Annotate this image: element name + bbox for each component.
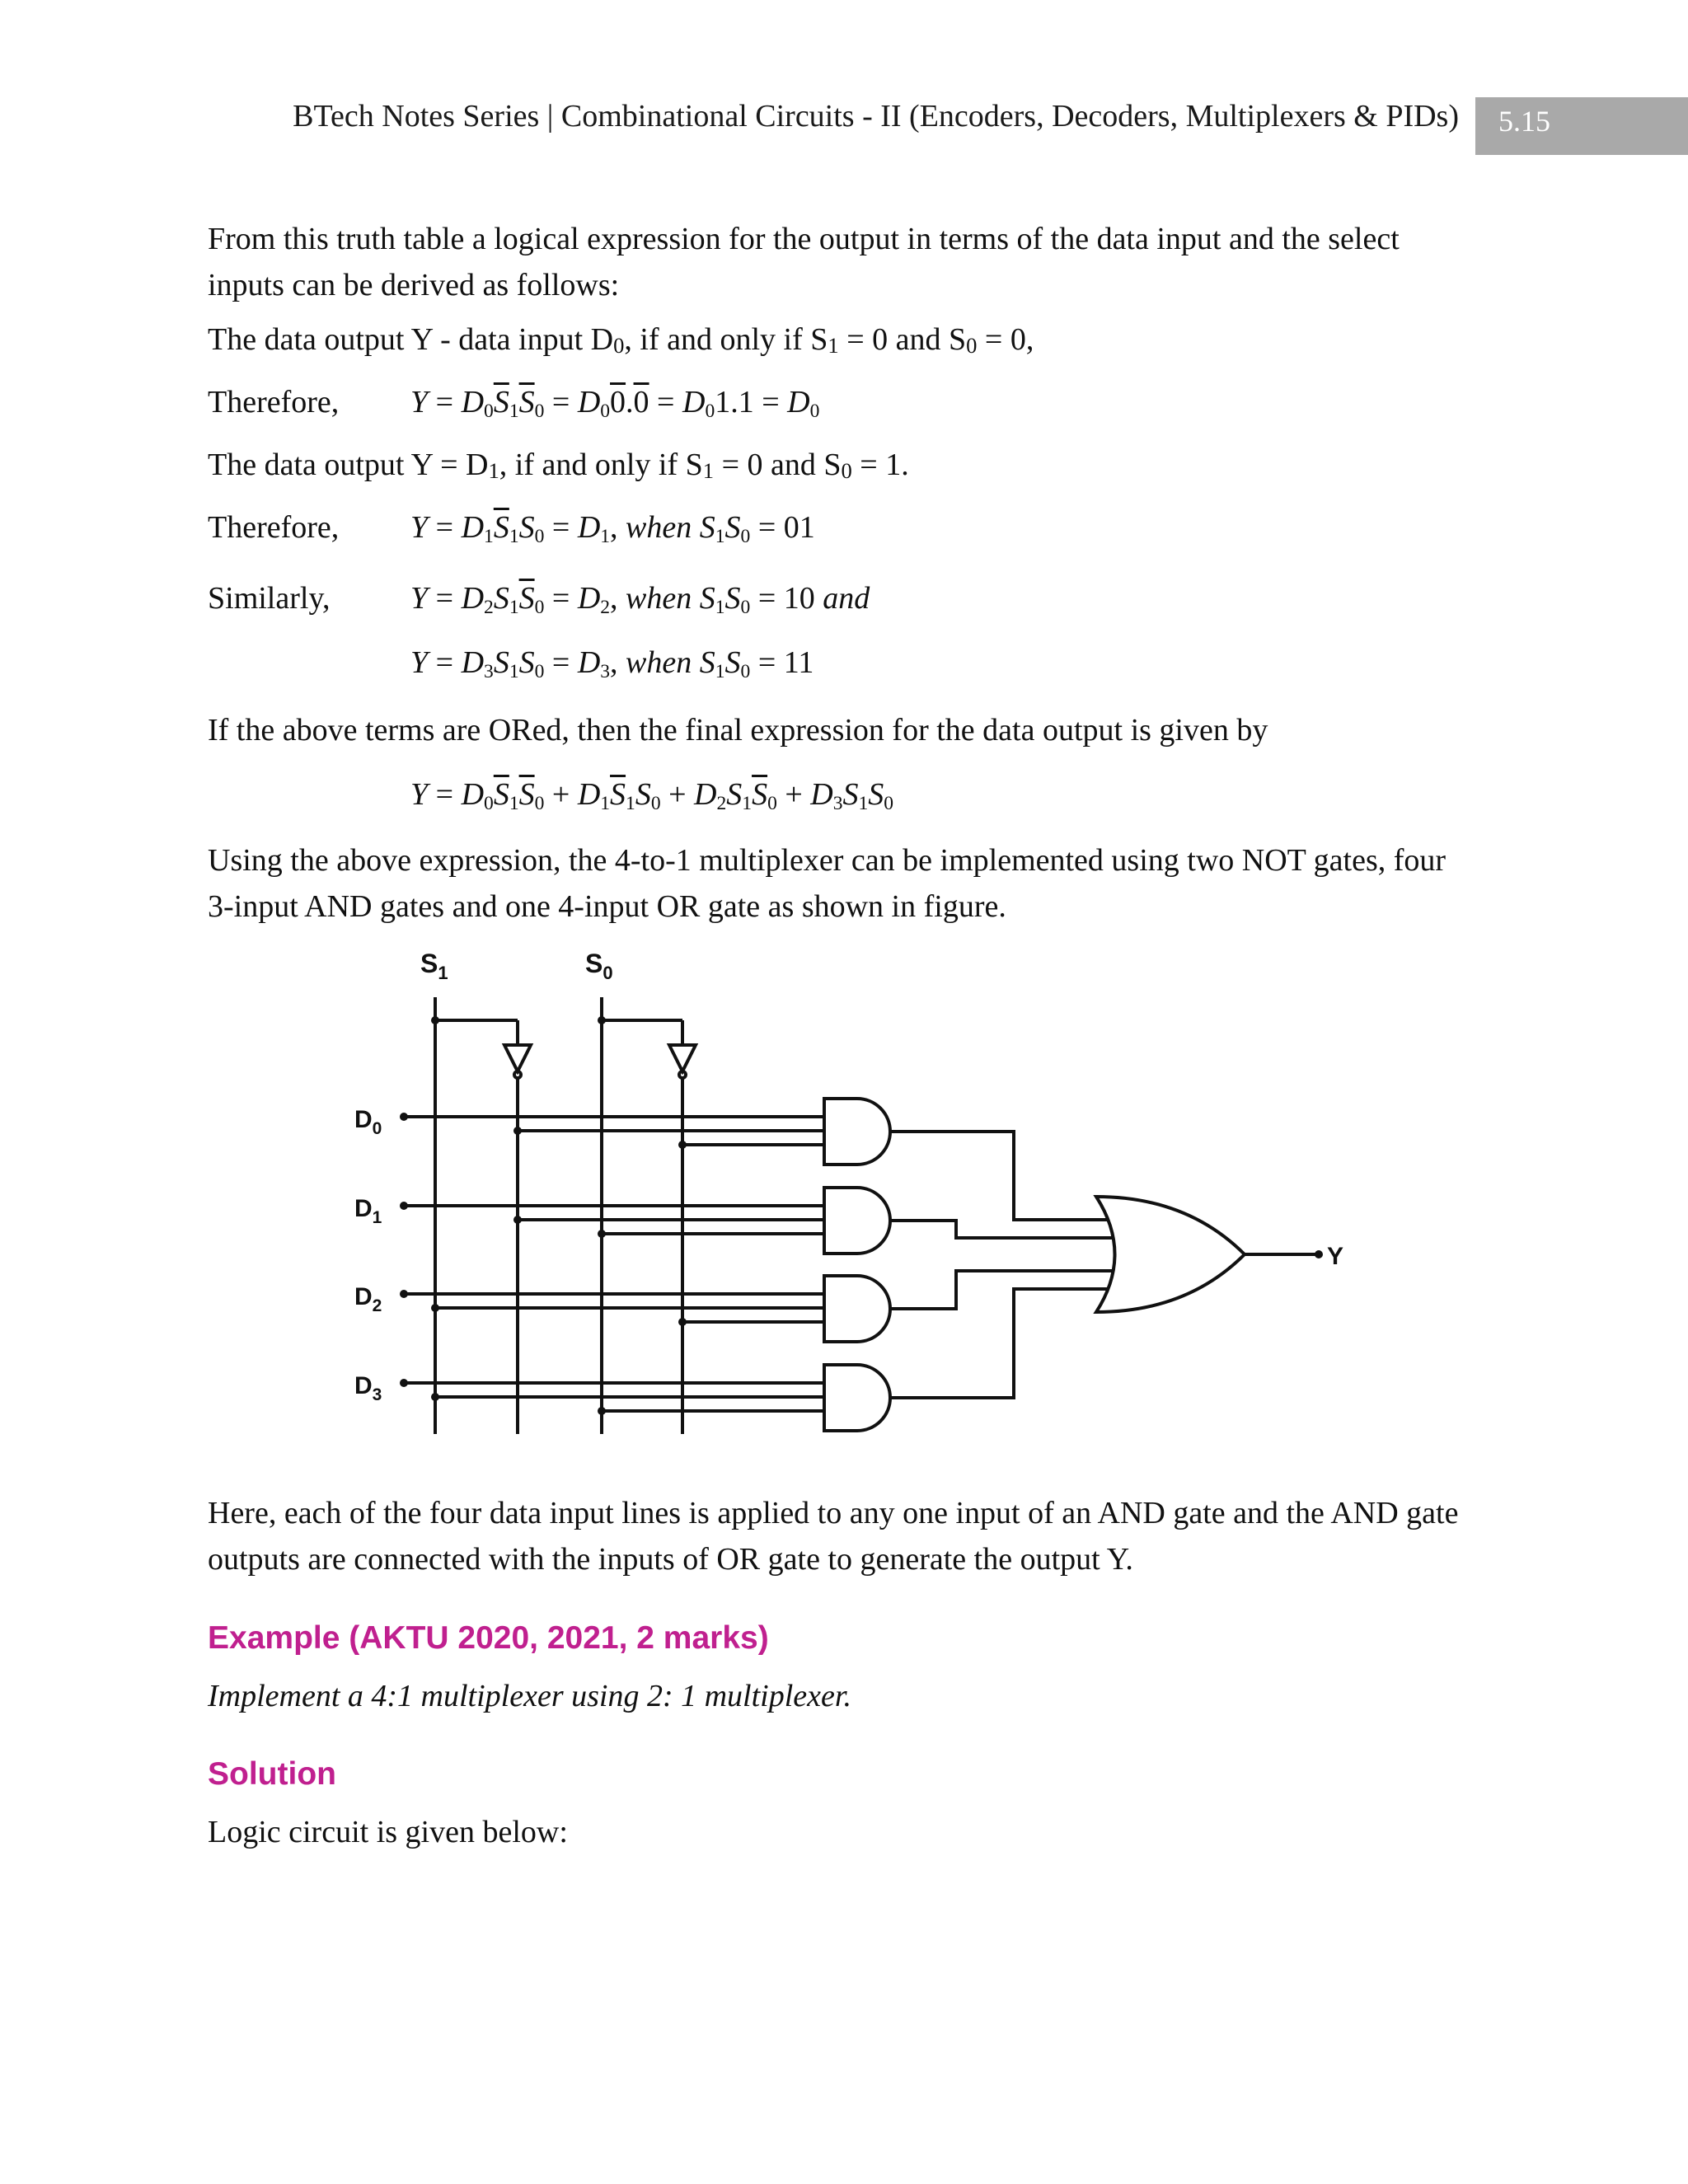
solution-heading: Solution — [208, 1756, 336, 1792]
d0-label: $D_0$ — [354, 1106, 382, 1138]
equation-d0: $Y = D_0\overline{S}_1\overline{S}_0 = D_00.0 = D_01.1 = D_0$ — [410, 385, 820, 422]
d1-input-terminal — [400, 1202, 408, 1210]
s0-label: $S_0$ — [585, 949, 613, 983]
example-question: Implement a 4:1 multiplexer using 2: 1 multiplexer. — [208, 1679, 851, 1713]
similarly-label: Similarly, — [208, 581, 331, 616]
s1-label: $S_1$ — [420, 949, 448, 983]
equation-d2: $Y = D_2S_1\overline{S}_0 = D_2$, when $S_1S_0 = 10$ and — [410, 581, 870, 618]
implementation-paragraph: Using the above expression, the 4-to-1 multiplexer can be implemented using two NOT gates, four 3-input AND gates and one 4-input OR gate as shown in figure. — [208, 843, 1447, 924]
explanation-paragraph: Here, each of the four data input lines is applied to any one input of an AND gate and the AND gate outputs are connected with the inputs of OR gate to generate the output Y. — [208, 1496, 1459, 1577]
y-output-terminal — [1315, 1250, 1323, 1258]
condition-line-d0: The data output Y - data input D0, if and only if S1 = 0 and S0 = 0, — [208, 322, 1034, 358]
mux-4to1-circuit-diagram — [330, 948, 1434, 1459]
d3-label: $D_3$ — [354, 1372, 382, 1404]
solution-text: Logic circuit is given below: — [208, 1815, 568, 1849]
example-heading: Example (AKTU 2020, 2021, 2 marks) — [208, 1620, 769, 1656]
d3-input-terminal — [400, 1379, 408, 1387]
d2-input-terminal — [400, 1290, 408, 1298]
equation-d1: $Y = D_1\overline{S}_1S_0 = D_1$, when $S_1S_0 = 01$ — [410, 510, 815, 547]
ored-paragraph: If the above terms are ORed, then the final expression for the data output is given by — [208, 713, 1268, 748]
d2-label: $D_2$ — [354, 1283, 382, 1315]
d1-label: $D_1$ — [354, 1195, 382, 1227]
therefore-label-1: Therefore, — [208, 385, 340, 419]
y-output-label: Y — [1327, 1243, 1344, 1270]
intro-paragraph: From this truth table a logical expression for the output in terms of the data input and the select inputs can be derived as follows: — [208, 222, 1400, 302]
d0-input-terminal — [400, 1113, 408, 1121]
final-expression: $Y = D_0\overline{S}_1\overline{S}_0 + D_1\overline{S}_1S_0 + D_2S_1\overline{S}_0 + D_3S_1S_0$ — [410, 777, 894, 814]
therefore-label-2: Therefore, — [208, 510, 340, 545]
equation-d3: $Y = D_3S_1S_0 = D_3$, when $S_1S_0 = 11$ — [410, 645, 814, 682]
condition-line-d1: The data output Y = D1, if and only if S1 = 0 and S0 = 1. — [208, 448, 909, 483]
page-number-badge: 5.15 — [1475, 97, 1688, 155]
page-header-title: BTech Notes Series | Combinational Circuits - II (Encoders, Decoders, Multiplexers & PIDs) — [293, 99, 1459, 134]
